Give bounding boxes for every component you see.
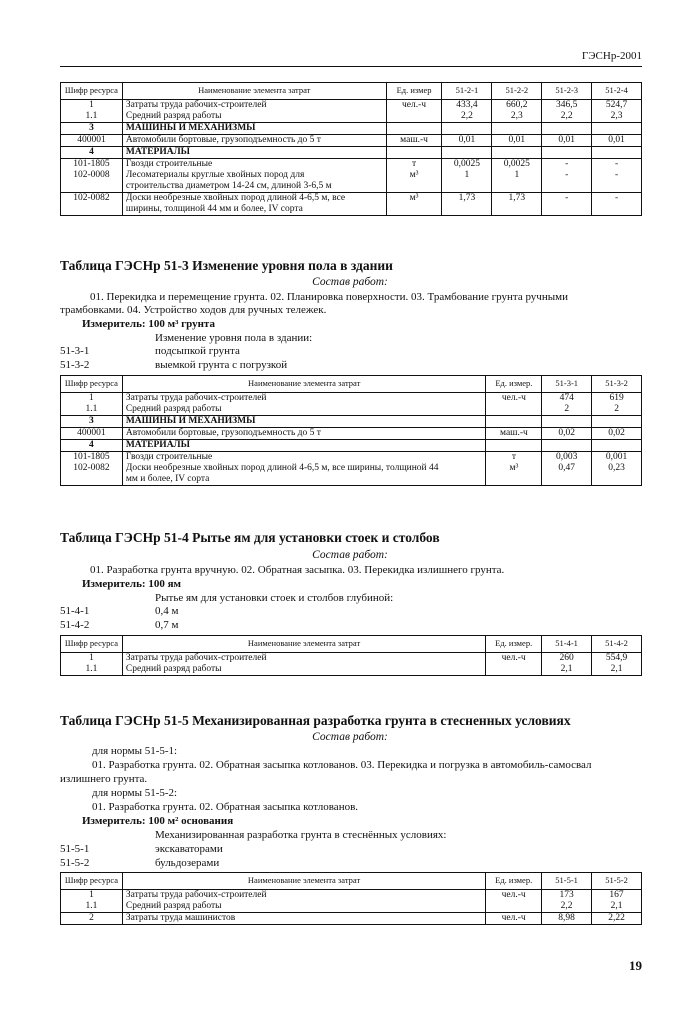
norm-value: 0,003: [556, 452, 578, 462]
norm-value-cell: [542, 428, 592, 440]
norm-value-cell: [542, 653, 592, 676]
norm-value-cell: [592, 123, 642, 135]
norm-value: 0,01: [508, 135, 526, 145]
norm-code: 51-4-2: [60, 619, 90, 631]
resource-name-cell: [122, 416, 486, 428]
norm-value: 0,001: [605, 452, 628, 462]
norm-value: 0,0025: [453, 159, 480, 169]
resource-name: ширины, толщиной 44 мм и более, IV сорта: [125, 204, 303, 214]
resource-code-cell: [61, 135, 123, 147]
norm-value: 0,0025: [503, 159, 530, 169]
norm-value: [495, 204, 538, 215]
table-title-51-5: Таблица ГЭСНр 51-5 Механизированная разработка грунта в стесненных условиях: [60, 713, 571, 728]
norm-value-cell: [492, 123, 542, 135]
unit-value: маш.-ч: [500, 428, 528, 438]
unit-value: т: [411, 159, 417, 169]
column-header-unit: Ед. измер.: [486, 873, 542, 890]
resource-name: Средний разряд работы: [125, 664, 222, 674]
unit-value: м³: [509, 463, 519, 473]
norm-value-cell: [542, 135, 592, 147]
norm-value-cell: [492, 100, 542, 123]
norm-value-cell: [592, 890, 642, 913]
resource-code: 102-0082: [73, 193, 110, 203]
norm-value: [545, 204, 588, 215]
table-row: [61, 100, 642, 123]
resource-name: Средний разряд работы: [125, 404, 222, 414]
norm-value: 2,1: [560, 664, 573, 674]
table-header-row: [61, 873, 642, 890]
work-composition-label: Состав работ:: [312, 549, 388, 561]
norm-value: 346,5: [556, 100, 578, 110]
measure-unit: Измеритель: 100 ям: [82, 578, 182, 590]
resource-name: мм и более, IV сорта: [125, 474, 210, 484]
measure-unit: Измеритель: 100 м³ грунта: [82, 318, 215, 330]
resource-table-51-4: [60, 635, 642, 676]
work-description: 01. Разработка грунта вручную. 02. Обратная засыпка. 03. Перекидка излишнего грунта.: [90, 564, 505, 576]
norm-value: 167: [609, 890, 624, 900]
unit-cell: [386, 193, 442, 216]
unit-value: [489, 664, 538, 675]
doc-code-header: ГЭСНр-2001: [581, 50, 642, 62]
norm-value-cell: [542, 100, 592, 123]
column-header-norm: 51-4-2: [592, 636, 642, 653]
resource-name: строительства диаметром 14-24 см, длиной 3-6,5 м: [125, 181, 332, 191]
table-row: [61, 416, 642, 428]
norm-value: 0,47: [558, 463, 576, 473]
unit-cell: [486, 440, 542, 452]
resource-code-cell: [61, 416, 123, 428]
resource-table-51-3: [60, 375, 642, 486]
norm-value: [545, 474, 588, 485]
norm-value: 1: [514, 170, 520, 180]
norm-value-cell: [442, 100, 492, 123]
table-row: [61, 440, 642, 452]
resource-code: 1.1: [85, 404, 98, 414]
resource-code-cell: [61, 147, 123, 159]
resource-code-cell: [61, 159, 123, 193]
column-header-norm: 51-3-1: [542, 376, 592, 393]
column-header-norm: 51-5-1: [542, 873, 592, 890]
norm-value-cell: [592, 653, 642, 676]
table-row: [61, 452, 642, 486]
norm-value-cell: [442, 159, 492, 193]
resource-name: Средний разряд работы: [125, 111, 222, 121]
norm-code: 51-5-1: [60, 843, 90, 855]
table-row: [61, 135, 642, 147]
resource-code-cell: [61, 890, 123, 913]
norm-value-cell: [592, 440, 642, 452]
column-header-code: Шифр ресурса: [61, 376, 123, 393]
norm-value-cell: [542, 159, 592, 193]
column-header-norm: 51-4-1: [542, 636, 592, 653]
unit-value: чел.-ч: [501, 890, 526, 900]
norm-value: [495, 181, 538, 192]
norm-value: 474: [559, 393, 574, 403]
norm-value-cell: [442, 135, 492, 147]
table-row: [61, 428, 642, 440]
norm-value: 2,3: [510, 111, 523, 121]
table-title-51-3: Таблица ГЭСНр 51-3 Изменение уровня пола в здании: [60, 258, 393, 273]
norm-value-cell: [442, 147, 492, 159]
measure-unit: Измеритель: 100 м² основания: [82, 815, 234, 827]
norm-value: 0,02: [558, 428, 576, 438]
column-header-code: Шифр ресурса: [61, 636, 123, 653]
page-number: 19: [629, 958, 642, 973]
resource-code: 400001: [77, 135, 106, 145]
norm-description: бульдозерами: [155, 857, 220, 869]
resource-code: 101-1805: [73, 159, 110, 169]
norm-description: 0,7 м: [155, 619, 179, 631]
resource-name-cell: [122, 452, 486, 486]
norm-value-cell: [592, 452, 642, 486]
norm-value: -: [565, 159, 569, 169]
norm-value: -: [565, 170, 569, 180]
norm-value: 1,73: [508, 193, 526, 203]
norm-code: 51-5-2: [60, 857, 90, 869]
unit-value: чел.-ч: [501, 393, 526, 403]
column-header-code: Шифр ресурса: [61, 873, 123, 890]
resource-code: 102-0008: [73, 170, 110, 180]
resource-name-cell: [122, 100, 386, 123]
column-header-norm: 51-2-3: [542, 83, 592, 100]
resource-name: МАТЕРИАЛЫ: [125, 440, 190, 450]
work-composition-label: Состав работ:: [312, 276, 388, 288]
norm-value: 2,22: [608, 913, 625, 923]
table-row: [61, 193, 642, 216]
resource-code: 3: [89, 123, 94, 133]
unit-cell: [486, 452, 542, 486]
table-row: [61, 159, 642, 193]
norm-value: 2: [564, 404, 570, 414]
norm-value: 2,2: [560, 111, 573, 121]
table-header-row: [61, 636, 642, 653]
norm-list-intro: Механизированная разработка грунта в стеснённых условиях:: [155, 829, 447, 841]
resource-code: 4: [89, 440, 94, 450]
resource-name: Автомобили бортовые, грузоподъемность до 5 т: [125, 428, 321, 438]
norm-value-cell: [592, 416, 642, 428]
norm-value: -: [614, 159, 619, 169]
unit-value: чел.-ч: [501, 913, 526, 923]
column-header-name: Наименование элемента затрат: [122, 83, 386, 100]
norm-list-intro: Рытье ям для установки стоек и столбов глубиной:: [155, 592, 394, 604]
resource-code: 1: [89, 393, 94, 403]
resource-name: Гвозди строительные: [125, 159, 213, 169]
column-header-name: Наименование элемента затрат: [122, 873, 485, 890]
column-header-unit: Ед. измер.: [486, 376, 542, 393]
norm-value: [595, 474, 638, 485]
norm-description: выемкой грунта с погрузкой: [155, 359, 288, 371]
norm-value-cell: [492, 147, 542, 159]
resource-name-cell: [122, 193, 386, 216]
resource-name-cell: [122, 159, 386, 193]
norm-value: 0,01: [608, 135, 625, 145]
unit-cell: [486, 428, 542, 440]
work-composition-label: Состав работ:: [312, 731, 388, 743]
norm-value-cell: [542, 440, 592, 452]
norm-value-cell: [492, 193, 542, 216]
table-row: [61, 890, 642, 913]
norm-value-cell: [592, 393, 642, 416]
resource-code-cell: [61, 452, 123, 486]
resource-table-51-2: [60, 82, 642, 216]
unit-cell: [386, 135, 442, 147]
column-header-code: Шифр ресурса: [61, 83, 123, 100]
resource-name-cell: [122, 393, 486, 416]
resource-code: 2: [89, 913, 94, 923]
unit-value: м³: [409, 170, 419, 180]
norm-value-cell: [542, 123, 592, 135]
resource-name-cell: [122, 890, 485, 913]
resource-code-cell: [61, 123, 123, 135]
resource-name-cell: [122, 147, 386, 159]
unit-value: [489, 474, 538, 485]
unit-cell: [386, 159, 442, 193]
resource-name: Затраты труда машинистов: [125, 913, 236, 923]
norm-value-cell: [442, 123, 492, 135]
work-description: для нормы 51-5-2:: [92, 787, 178, 799]
norm-description: 0,4 м: [155, 605, 179, 617]
norm-value: [595, 181, 638, 192]
norm-value: 0,01: [558, 135, 575, 145]
norm-value: 524,7: [605, 100, 628, 110]
norm-code: 51-3-2: [60, 359, 90, 371]
resource-code-cell: [61, 440, 123, 452]
norm-value-cell: [592, 159, 642, 193]
table-row: [61, 123, 642, 135]
table-row: [61, 393, 642, 416]
norm-value: [445, 204, 488, 215]
resource-name: Затраты труда рабочих-строителей: [125, 653, 267, 663]
resource-name: МАШИНЫ И МЕХАНИЗМЫ: [125, 416, 256, 426]
resource-name: Доски необрезные хвойных пород длиной 4-6,5 м, все ширины, толщиной 44: [125, 463, 439, 473]
norm-value: 1: [464, 170, 470, 180]
norm-value: 260: [559, 653, 574, 663]
unit-cell: [486, 416, 542, 428]
resource-name: Доски необрезные хвойных пород длиной 4-6,5 м, все: [125, 193, 346, 203]
resource-name-cell: [122, 653, 485, 676]
unit-value: [489, 901, 538, 912]
table-header-row: [61, 376, 642, 393]
resource-name-cell: [122, 440, 486, 452]
norm-value-cell: [492, 159, 542, 193]
resource-code-cell: [61, 100, 123, 123]
column-header-norm: 51-2-1: [442, 83, 492, 100]
work-description-cont: трамбовками. 04. Устройство ходов для ручных тележек.: [60, 304, 327, 316]
norm-value: 173: [559, 890, 574, 900]
resource-code: [64, 204, 119, 215]
column-header-name: Наименование элемента затрат: [122, 636, 485, 653]
resource-code: [64, 474, 119, 485]
resource-name: Автомобили бортовые, грузоподъемность до 5 т: [125, 135, 321, 145]
table-row: [61, 913, 642, 925]
norm-value: 2,1: [610, 901, 623, 911]
norm-value: 0,01: [458, 135, 476, 145]
norm-value: 0,02: [608, 428, 625, 438]
resource-code-cell: [61, 913, 123, 925]
norm-code: 51-3-1: [60, 345, 90, 357]
resource-name: Затраты труда рабочих-строителей: [125, 890, 267, 900]
norm-value: 2,2: [560, 901, 573, 911]
unit-value: маш.-ч: [400, 135, 428, 145]
resource-code: [64, 181, 119, 192]
resource-name-cell: [122, 135, 386, 147]
norm-value: 0,23: [608, 463, 625, 473]
unit-value: чел.-ч: [402, 100, 427, 110]
resource-code: 3: [89, 416, 94, 426]
header-rule: [60, 66, 642, 67]
norm-value-cell: [542, 393, 592, 416]
norm-value: 2: [614, 404, 619, 414]
norm-code: 51-4-1: [60, 605, 90, 617]
norm-value: 1,73: [458, 193, 476, 203]
resource-name-cell: [122, 123, 386, 135]
unit-value: [489, 404, 538, 415]
resource-code: 4: [89, 147, 94, 157]
resource-code: 101-1805: [73, 452, 110, 462]
resource-code: 400001: [77, 428, 106, 438]
resource-code-cell: [61, 653, 123, 676]
work-description: излишнего грунта.: [60, 773, 148, 785]
norm-value: [595, 204, 638, 215]
unit-value: [390, 181, 439, 192]
norm-list-intro: Изменение уровня пола в здании:: [155, 332, 313, 344]
norm-value-cell: [592, 147, 642, 159]
unit-cell: [386, 123, 442, 135]
norm-value: -: [614, 170, 619, 180]
resource-name: Затраты труда рабочих-строителей: [125, 393, 267, 403]
norm-value-cell: [592, 100, 642, 123]
norm-value-cell: [592, 193, 642, 216]
resource-code: 1.1: [85, 664, 98, 674]
resource-code-cell: [61, 393, 123, 416]
resource-code: 1: [89, 890, 94, 900]
unit-value: [390, 111, 439, 122]
norm-value-cell: [542, 890, 592, 913]
unit-value: чел.-ч: [501, 653, 526, 663]
norm-value: -: [565, 193, 569, 203]
resource-name: Гвозди строительные: [125, 452, 213, 462]
norm-value: 660,2: [506, 100, 528, 110]
table-row: [61, 147, 642, 159]
column-header-norm: 51-3-2: [592, 376, 642, 393]
norm-value-cell: [592, 913, 642, 925]
column-header-norm: 51-5-2: [592, 873, 642, 890]
unit-cell: [486, 393, 542, 416]
unit-value: [390, 204, 439, 215]
norm-value: 619: [609, 393, 624, 403]
norm-value: 2,2: [460, 111, 473, 121]
unit-cell: [386, 100, 442, 123]
resource-code: 1: [89, 100, 94, 110]
work-description: 01. Разработка грунта. 02. Обратная засыпка котлованов. 03. Перекидка и погрузка в автомобиль-самосвал: [92, 759, 592, 771]
resource-name: Лесоматериалы круглые хвойных пород для: [125, 170, 305, 180]
norm-value: 433,4: [456, 100, 478, 110]
norm-description: экскаваторами: [155, 843, 223, 855]
resource-code: 1.1: [85, 111, 98, 121]
norm-value: 2,1: [610, 664, 623, 674]
norm-value-cell: [542, 913, 592, 925]
norm-value: [545, 181, 588, 192]
unit-value: т: [511, 452, 516, 462]
norm-value-cell: [542, 147, 592, 159]
column-header-name: Наименование элемента затрат: [122, 376, 486, 393]
column-header-unit: Ед. измер.: [486, 636, 542, 653]
table-title-51-4: Таблица ГЭСНр 51-4 Рытье ям для установки стоек и столбов: [60, 530, 440, 545]
norm-value-cell: [542, 416, 592, 428]
column-header-unit: Ед. измер: [386, 83, 442, 100]
norm-value-cell: [592, 135, 642, 147]
unit-cell: [486, 653, 542, 676]
resource-code-cell: [61, 428, 123, 440]
norm-value: [445, 181, 488, 192]
resource-code: 1: [89, 653, 94, 663]
resource-name: Средний разряд работы: [125, 901, 222, 911]
norm-value-cell: [542, 452, 592, 486]
resource-code: 102-0082: [73, 463, 110, 473]
work-description: 01. Перекидка и перемещение грунта. 02. Планировка поверхности. 03. Трамбование грунта ручными: [90, 291, 568, 303]
unit-cell: [386, 147, 442, 159]
resource-name-cell: [122, 428, 486, 440]
norm-description: подсыпкой грунта: [155, 345, 240, 357]
norm-value-cell: [442, 193, 492, 216]
resource-name-cell: [122, 913, 485, 925]
table-header-row: [61, 83, 642, 100]
resource-name: МАТЕРИАЛЫ: [125, 147, 190, 157]
unit-value: м³: [409, 193, 419, 203]
work-description: 01. Разработка грунта. 02. Обратная засыпка котлованов.: [92, 801, 359, 813]
resource-code-cell: [61, 193, 123, 216]
resource-name: МАШИНЫ И МЕХАНИЗМЫ: [125, 123, 256, 133]
table-row: [61, 653, 642, 676]
norm-value: 554,9: [605, 653, 628, 663]
column-header-norm: 51-2-2: [492, 83, 542, 100]
norm-value: -: [614, 193, 619, 203]
norm-value-cell: [492, 135, 542, 147]
norm-value: 2,3: [610, 111, 623, 121]
column-header-norm: 51-2-4: [592, 83, 642, 100]
work-description: для нормы 51-5-1:: [92, 745, 178, 757]
norm-value-cell: [542, 193, 592, 216]
unit-cell: [486, 913, 542, 925]
norm-value-cell: [592, 428, 642, 440]
resource-table-51-5: [60, 872, 642, 925]
norm-value: 8,98: [558, 913, 575, 923]
resource-name: Затраты труда рабочих-строителей: [125, 100, 267, 110]
unit-cell: [486, 890, 542, 913]
resource-code: 1.1: [85, 901, 98, 911]
